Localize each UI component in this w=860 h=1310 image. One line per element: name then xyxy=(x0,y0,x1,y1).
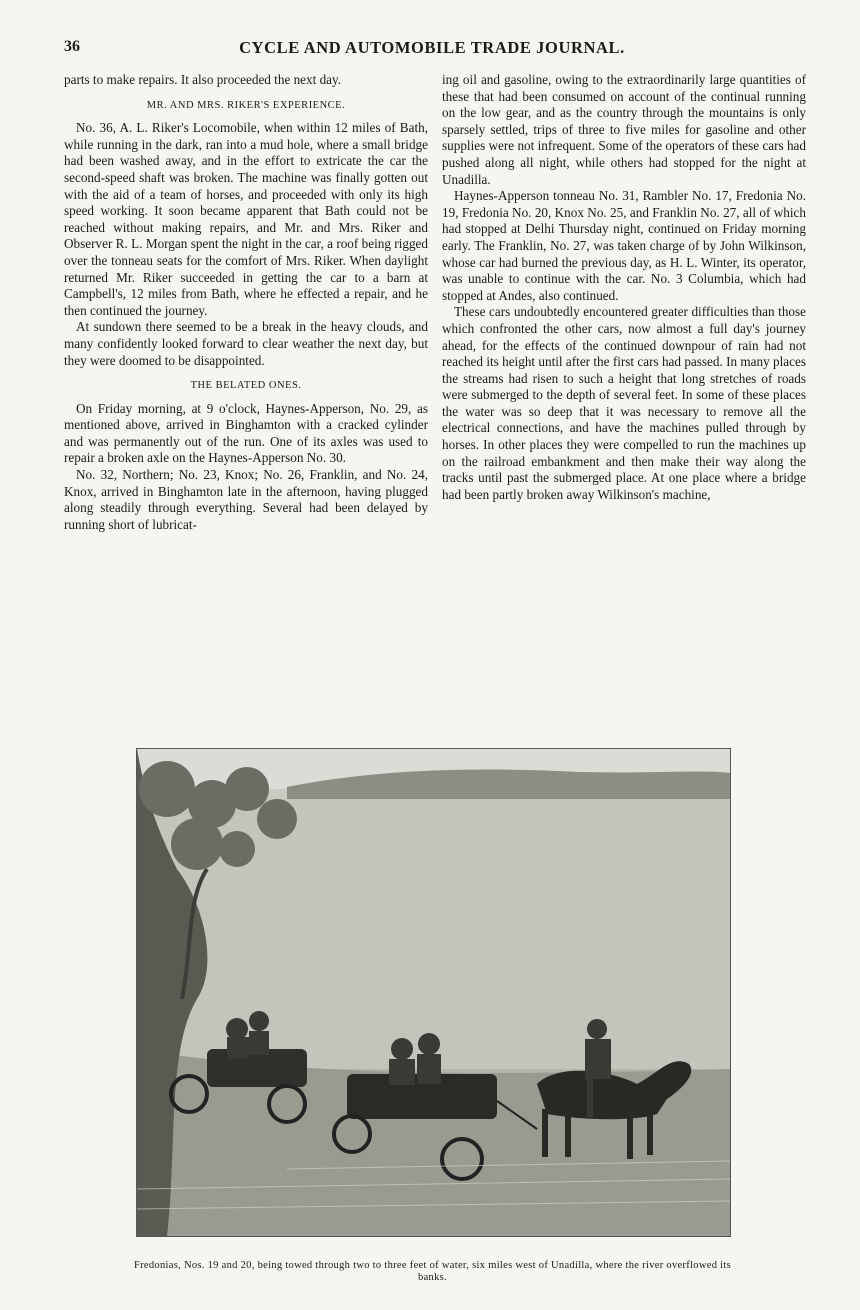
photo-illustration xyxy=(137,749,730,1236)
paragraph: No. 32, Northern; No. 23, Knox; No. 26, Franklin, and No. 24, Knox, arrived in Binghamton late in the afternoon, having plugged along steadily through everything. Several had been delayed by running short of lubricat- xyxy=(64,467,428,532)
page-number: 36 xyxy=(64,38,80,55)
paragraph: On Friday morning, at 9 o'clock, Haynes-Apperson, No. 29, as mentioned above, arrived in Binghamton with a cracked cylinder and was permanently out of the run. One of its axles was used to repair a broken axle on the Haynes-Apperson No. 30. xyxy=(64,400,428,466)
paragraph: parts to make repairs. It also proceeded the next day. xyxy=(64,72,342,87)
paragraph: Haynes-Apperson tonneau No. 31, Rambler No. 17, Fredonia No. 19, Fredonia No. 20, Knox No. 25, and Franklin No. 27, all of which had stopped at Delhi Thursday night, continued on Friday morning early. The Franklin, No. 27, was taken charge of by John Wilkinson, whose car had burned the previous day, as H. L. Winter, its operator, was unable to continue with the car. No. 3 Columbia, which had stopped at Andes, also continued. xyxy=(442,188,806,303)
photo-caption: Fredonias, Nos. 19 and 20, being towed through two to three feet of water, six miles west of Unadilla, where the river overflowed its banks. xyxy=(133,1260,731,1283)
section-heading: MR. AND MRS. RIKER'S EXPERIENCE. xyxy=(146,99,346,111)
paragraph: These cars undoubtedly encountered greater difficulties than those which confronted the other cars, now almost a full day's journey ahead, for the effects of the continued downpour of rain had not reached its height until after the first cars had passed. In many places the streams had risen to such a height that long stretches of roads were submerged to the depth of several feet. In some of these places the water was so deep that it was necessary to remove all the electrical connections, and have the machines pulled through by horses. In other places they were compelled to run the machines up on the railroad embankment and then make their way along the tracks until past the submerged place. At one place where a bridge had been partly broken away Wilkinson's machine, xyxy=(442,304,806,502)
right-column xyxy=(442,72,806,503)
section-heading: THE BELATED ONES. xyxy=(190,380,302,392)
left-column xyxy=(64,72,428,533)
paragraph: ing oil and gasoline, owing to the extraordinarily large quantities of these that had been consumed on account of the continual running on the low gear, and as the country through the mountains is only sparsely settled, trips of three to five miles for gasoline and other supplies were not infrequent. Some of the operators of these cars had pushed along all night, while others had stopped for the night at Unadilla. xyxy=(442,72,807,187)
flood-photograph xyxy=(136,748,731,1237)
paragraph: At sundown there seemed to be a break in the heavy clouds, and many confidently looked forward to clear weather the next day, but they were doomed to be disappointed. xyxy=(64,319,428,368)
paragraph: No. 36, A. L. Riker's Locomobile, when within 12 miles of Bath, while running in the dark, ran into a mud hole, where a small bridge had been washed away, and in the effort to extricate the car the second-speed shaft was broken. The machine was finally gotten out with the aid of a team of horses, and proceeded with only its high speed working. It soon became apparent that Bath could not be reached without making repairs, and Mr. and Mrs. Riker and Observer R. L. Morgan spent the night in the car, a roof being rigged over the tonneau seats for the comfort of Mrs. Riker. When daylight returned Mr. Riker succeeded in getting the car to a barn at Campbell's, 12 miles from Bath, where he effected a repair, and he then continued the journey. xyxy=(64,120,428,318)
page-header xyxy=(64,38,800,60)
running-title: CYCLE AND AUTOMOBILE TRADE JOURNAL. xyxy=(239,38,625,57)
